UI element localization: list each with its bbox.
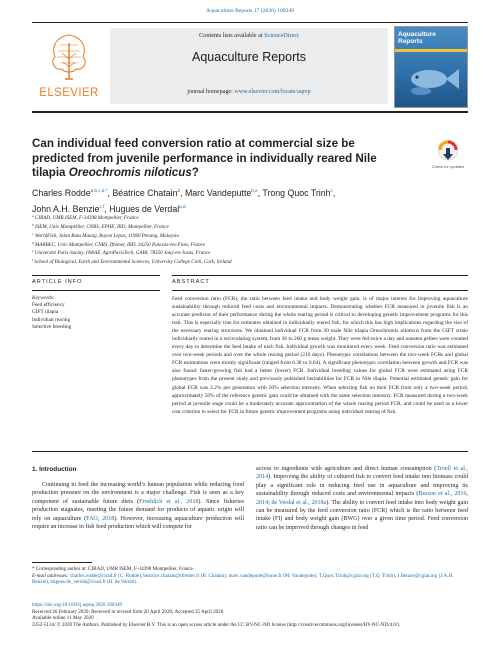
- affiliation-text: CIRAD, UMR ISEM, F-34398 Montpellier, France: [35, 215, 139, 221]
- footnote-block: [32, 566, 468, 586]
- fish-icon: [403, 61, 461, 97]
- title-main: Can individual feed conversion ratio at commercial size be predicted from juvenile performance in individually reared Nile tilapia: [32, 137, 377, 179]
- author-affil-sup[interactable]: a,d: [179, 204, 186, 209]
- affiliation-item: [32, 213, 462, 222]
- elsevier-tree-icon: [46, 29, 92, 83]
- author-name[interactable]: Marc Vandeputte: [184, 188, 252, 198]
- author-separator: ,: [180, 188, 185, 198]
- cover-title-line-2: Reports: [398, 38, 423, 45]
- affiliation-text: MARBEC, Univ Montpellier, CNRS, Ifremer, IRD, 34250 Palavas-les-Flots, France: [35, 241, 206, 248]
- license-note: 2352-5134/ © 2020 The Authors. Published by Elsevier B.V. This is an open access article under the CC BY-NC-ND license (http://creativecommons.org/licenses/BY-NC-ND/4.0/).: [32, 621, 401, 628]
- publisher-logo[interactable]: [32, 29, 106, 101]
- author-affil-sup[interactable]: c,f: [99, 204, 105, 209]
- author-name[interactable]: Charles Rodde: [32, 188, 91, 198]
- citation-link[interactable]: Troell et al., 2014: [256, 466, 468, 481]
- affiliation-sup: e: [32, 249, 34, 254]
- author-separator: ,: [332, 188, 336, 198]
- running-head: Aquaculture Reports 17 (2020) 100349: [206, 8, 294, 14]
- author-name[interactable]: Hugues de Verdal: [109, 204, 180, 214]
- homepage-prefix: journal homepage:: [187, 89, 233, 95]
- header-rule-bottom: [32, 111, 468, 113]
- cover-title: [398, 31, 466, 45]
- publisher-name: ELSEVIER: [39, 87, 99, 99]
- citation-link[interactable]: FAO, 2018: [86, 515, 115, 522]
- author-affil-sup[interactable]: a,b,c,d,*: [90, 188, 108, 193]
- article-history: Received 26 February 2020; Received in revised form 20 April 2020; Accepted 25 April 2020: [32, 608, 224, 615]
- author-affil-sup[interactable]: b,e: [251, 188, 258, 193]
- affiliation-item: [32, 222, 462, 231]
- sciencedirect-link[interactable]: ScienceDirect: [264, 32, 299, 39]
- affiliation-sup: d: [32, 240, 34, 245]
- author-name[interactable]: Trong Quoc Trinh: [262, 188, 331, 198]
- intro-text: ). The ability to convert feed intake into body weight gain can be measured by the feed conversion ratio (FCR) which is the ratio between feed intake (FI) and body weight gain (BWG) over a given time period. Feed conversion ratio can be improved through changes in feed: [256, 499, 468, 531]
- keyword-item: Feed efficiency: [32, 302, 65, 309]
- intro-text: ,: [466, 491, 468, 498]
- intro-text: ). However, increasing aquaculture production will require an increase in fish feed production which will compete for: [32, 515, 245, 531]
- article-info-rule-top: [32, 275, 160, 276]
- keyword-item: GIFT tilapia: [32, 309, 59, 316]
- check-updates-label: Check for updates: [431, 164, 465, 169]
- intro-text: ). Since fisheries production stagnates, meeting the future demand for products of aquatic origin will rely on aquaculture (: [32, 498, 244, 522]
- journal-title: Aquaculture Reports: [192, 50, 306, 64]
- contents-prefix: Contents lists available at: [199, 32, 263, 39]
- affiliation-sup: b: [32, 222, 34, 227]
- affiliation-text: ISEM, Univ Montpellier, CNRS, EPHE, IRD, Montpellier, France: [35, 223, 169, 230]
- email-label: E-mail addresses:: [32, 572, 69, 579]
- author-separator: ,: [257, 188, 263, 198]
- abstract-rule-bottom: [172, 290, 468, 291]
- keyword-item: Selective breeding: [32, 323, 72, 330]
- affiliation-item: [32, 240, 462, 249]
- article-info-heading: ARTICLE INFO: [32, 279, 83, 285]
- journal-header: [32, 22, 468, 112]
- online-date: Available online 11 May 2020: [32, 615, 94, 622]
- affiliation-list: [32, 213, 462, 266]
- abstract-rule-top: [172, 275, 468, 276]
- check-for-updates-badge[interactable]: [430, 137, 466, 175]
- article-info-rule-bottom: [32, 290, 160, 291]
- affiliation-item: [32, 248, 462, 257]
- affiliation-text: School of Biological, Earth and Environmental Sciences, University College Cork, Cork, Ireland: [34, 259, 232, 266]
- journal-banner: [110, 28, 388, 104]
- abstract-end-rule: [32, 451, 468, 452]
- introduction-heading: 1. Introduction: [32, 466, 77, 473]
- author-separator: ,: [107, 188, 113, 198]
- article-title: [32, 137, 404, 181]
- cover-band: [395, 49, 468, 52]
- citation-link[interactable]: de Verdal et al., 2018a: [271, 499, 327, 506]
- affiliation-text: Université Paris-Saclay, INRAE, AgroParisTech, GABI, 78350 Jouy-en-Josas, France: [34, 250, 211, 257]
- keywords-block: [32, 295, 160, 331]
- email-addresses[interactable]: charles.rodde@cirad.fr (C. Rodde), beatrice.chatain@ifremer.fr (B. Chatain), marc.vandeputte@inrae.fr (M. Vandeputte), T.Quoc.Trinh@cgiar.org (T.Q. Trinh), J.Benzie@cgiar.org (J.A.H. Benzie), hugues.de_verdal@cirad.fr (H. de Verdal).: [32, 572, 454, 586]
- check-updates-icon: [430, 137, 466, 175]
- cover-title-line-1: Aquaculture: [398, 31, 436, 38]
- citation-link[interactable]: Froehlich et al., 2018: [139, 498, 199, 505]
- intro-left-column: [32, 481, 244, 531]
- intro-text: Continuing to feed the increasing world’s human population while reducing food production pressure on the environment is a major challenge. Fish is seen as a key component of sustainable future diets (: [32, 482, 244, 505]
- affiliation-sup: c: [32, 231, 34, 236]
- intro-text: access to ingredients with agriculture and direct human consumption (: [256, 466, 437, 472]
- affiliation-sup: f: [32, 258, 33, 263]
- citation-link[interactable]: 2014: [256, 499, 269, 506]
- title-species: Oreochromis niloticus: [68, 166, 192, 179]
- email-line: [32, 573, 468, 586]
- author-list: [32, 184, 462, 216]
- journal-cover-thumbnail[interactable]: [394, 26, 468, 108]
- author-name[interactable]: John A.H. Benzie: [32, 204, 100, 214]
- author-separator: ,: [104, 204, 110, 214]
- affiliation-item: [32, 231, 462, 240]
- abstract-heading: ABSTRACT: [172, 279, 210, 285]
- abstract-text: Feed conversion ratio (FCR), the ratio between feed intake and body weight gain, is of major interest for improving aquaculture sustainability through reduced feed costs and environmental impacts. Demonstrating whether FCR measured in juvenile fish is an accurate predictor of their performance during the whole rearing period is critical to developing genetic improvement programs for this trait. This is especially true for estimates obtained in individually reared fish, for which this has high implications regarding the size of the necessary rearing structures. We obtained individual FCR from 30 male Nile tilapia Oreochromis niloticus from the GIFT strain individually reared in a recirculating system, from 36 to 260 g mean weight. They were fed twice a day and uneaten pellets were counted every day to determine the feed intake of each fish. Individual growth was monitored every week. Feed conversion ratio was estimated over two-week periods and over the whole rearing period (210 days). Phenotypic correlations between the two-week FCRs and global FCR estimations were mostly significant (ranged from 0.38 to 0.64). A significant phenotypic correlation between growth and FCR was also found: faster-growing fish had a better (lower) FCR. Individual breeding values for global FCR were estimated using FCR phenotypes from the present study and previously published heritabilities for FCR in Nile tilapia. Potential estimated genetic gain for global FCR was 2.2% per generation with 50% selection intensity. When selecting fish on their FCR from only a two-week period, approximately 50% of the reference genetic gain could be obtained with the same selection intensity. FCR measured during a two-week period at juvenile stage could be a moderately accurate approximation of the whole rearing period FCR, and could be used as a lower cost criterion to select for FCR in future genetic improvement programs using individual rearing of fish.: [172, 296, 468, 415]
- title-end: ?: [191, 166, 199, 179]
- author-name[interactable]: Béatrice Chatain: [112, 188, 178, 198]
- header-rule-top: [32, 22, 468, 23]
- article-meta-block: [32, 602, 468, 628]
- journal-homepage-line: [110, 89, 388, 95]
- intro-text: ;: [268, 499, 272, 506]
- author-affil-sup[interactable]: c: [330, 188, 333, 193]
- affiliation-text: WorldFish, Jalan Batu Maung, Bayan Lepas, 11960 Penang, Malaysia: [34, 232, 179, 239]
- intro-right-column: [256, 465, 468, 532]
- intro-text: ). Improving the ability of cultured fish to convert feed intake into biomass could play a significant role in reducing feed use in aquaculture and improving its sustainability through reduced costs and environmental impacts (: [256, 474, 468, 498]
- footnote-rule: [32, 562, 92, 563]
- keyword-item: Individual rearing: [32, 316, 71, 323]
- affiliation-item: [32, 257, 462, 266]
- author-affil-sup[interactable]: b: [177, 188, 181, 193]
- homepage-link[interactable]: www.elsevier.com/locate/aqrep: [234, 89, 311, 95]
- affiliation-sup: a: [32, 214, 34, 218]
- contents-line: [110, 32, 388, 39]
- doi-link[interactable]: https://doi.org/10.1016/j.aqrep.2020.100349: [32, 602, 123, 608]
- keywords-label: Keywords:: [32, 295, 55, 301]
- citation-link[interactable]: Besson et al., 2016: [418, 491, 467, 498]
- corresponding-author-note: * Corresponding author at: CIRAD, UMR ISEM, F-34398 Montpellier, France.: [32, 566, 195, 572]
